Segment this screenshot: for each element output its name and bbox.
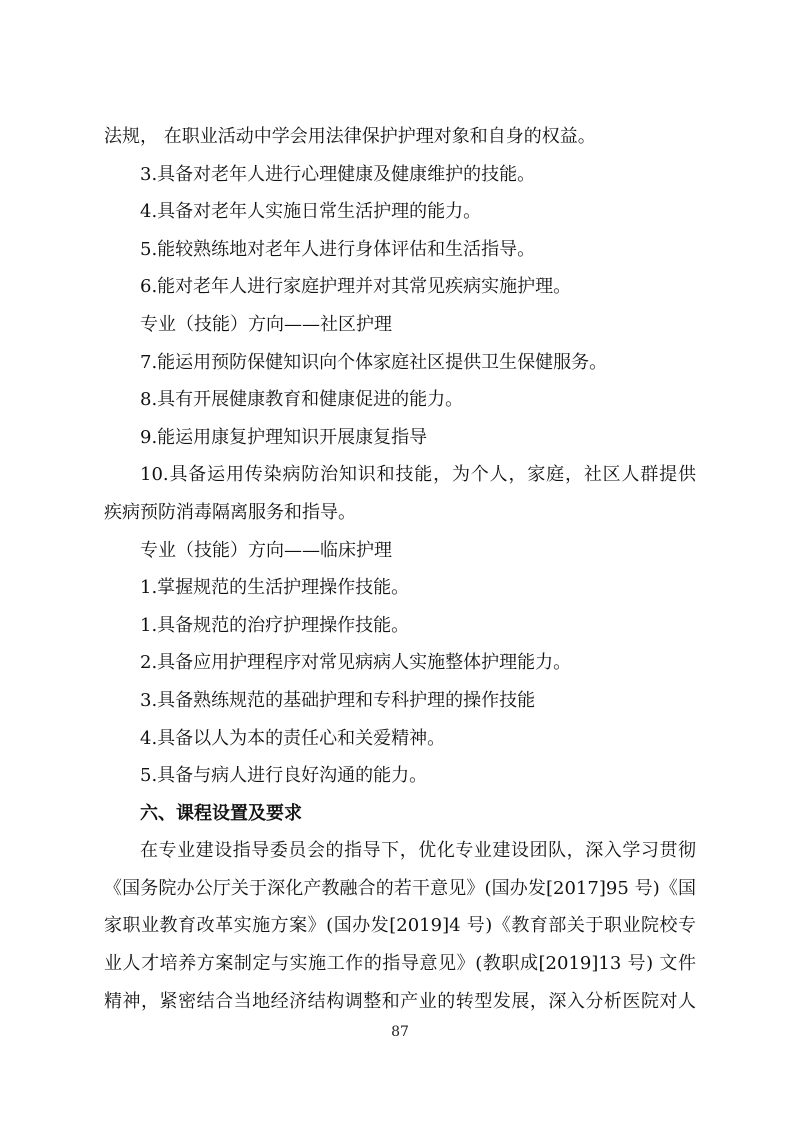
text-line: 9.能运用康复护理知识开展康复指导 (140, 426, 428, 448)
text-line: 家职业教育改革实施方案》(国办发[2019]4 号)《教育部关于职业院校专 (104, 915, 696, 937)
text-line: 8.具有开展健康教育和健康促进的能力。 (140, 389, 464, 411)
text-line: 6.能对老年人进行家庭护理并对其常见疾病实施护理。 (140, 276, 572, 298)
page-number: 87 (391, 1024, 409, 1040)
text-line: 1.具备规范的治疗护理操作技能。 (140, 614, 410, 636)
text-line: 在专业建设指导委员会的指导下，优化专业建设团队，深入学习贯彻 (140, 840, 696, 862)
text-line: 1.掌握规范的生活护理操作技能。 (140, 577, 410, 599)
body-text (104, 118, 696, 1020)
section-subheading: 专业（技能）方向——临床护理 (140, 539, 392, 561)
text-line: 《国务院办公厅关于深化产教融合的若干意见》(国办发[2017]95 号)《国 (104, 877, 696, 899)
text-line: 法规， 在职业活动中学会用法律保护护理对象和自身的权益。 (104, 126, 596, 147)
text-line: 4.具备以人为本的责任心和关爱精神。 (140, 727, 446, 749)
text-line: 10.具备运用传染病防治知识和技能，为个人，家庭，社区人群提供 (140, 464, 696, 486)
text-line: 5.能较熟练地对老年人进行身体评估和生活指导。 (140, 238, 536, 260)
text-line: 精神，紧密结合当地经济结构调整和产业的转型发展，深入分析医院对人 (104, 990, 696, 1012)
text-line: 疾病预防消毒隔离服务和指导。 (104, 501, 356, 523)
text-line: 3.具备熟练规范的基础护理和专科护理的操作技能 (140, 689, 536, 711)
text-line: 3.具备对老年人进行心理健康及健康维护的技能。 (140, 163, 536, 185)
text-line: 2.具备应用护理程序对常见病病人实施整体护理能力。 (140, 652, 572, 674)
section-subheading: 专业（技能）方向——社区护理 (140, 313, 392, 335)
text-line: 业人才培养方案制定与实施工作的指导意见》(教职成[2019]13 号) 文件 (104, 953, 696, 975)
text-line: 5.具备与病人进行良好沟通的能力。 (140, 765, 428, 787)
text-line: 7.能运用预防保健知识向个体家庭社区提供卫生保健服务。 (140, 351, 608, 373)
text-line: 4.具备对老年人实施日常生活护理的能力。 (140, 201, 482, 223)
section-heading: 六、课程设置及要求 (140, 802, 302, 824)
